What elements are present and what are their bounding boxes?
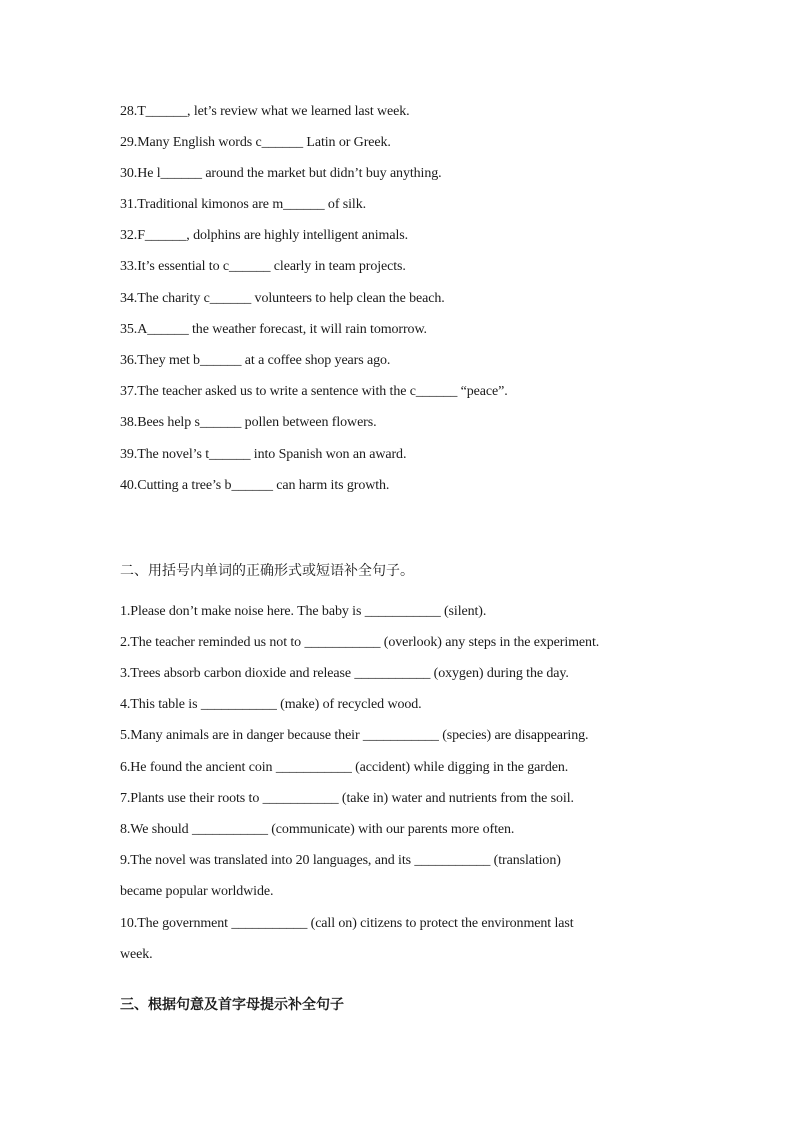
question-32: 32.F______, dolphins are highly intelligent animals.	[120, 228, 408, 243]
question-38: 38.Bees help s______ pollen between flowers.	[120, 415, 377, 430]
question-36: 36.They met b______ at a coffee shop years ago.	[120, 353, 391, 368]
question-31: 31.Traditional kimonos are m______ of silk.	[120, 197, 367, 212]
section-3-heading: 三、根据句意及首字母提示补全句子	[120, 997, 344, 1013]
question-30: 30.He l______ around the market but didn’t buy anything.	[120, 166, 442, 181]
exercise-1: 1.Please don’t make noise here. The baby is ___________ (silent).	[120, 604, 487, 619]
exercise-8: 8.We should ___________ (communicate) with our parents more often.	[120, 822, 515, 837]
exercise-6: 6.He found the ancient coin ___________ (accident) while digging in the garden.	[120, 760, 569, 775]
exercise-5: 5.Many animals are in danger because their ___________ (species) are disappearing.	[120, 728, 589, 743]
question-34: 34.The charity c______ volunteers to help clean the beach.	[120, 291, 445, 306]
exercise-4: 4.This table is ___________ (make) of recycled wood.	[120, 697, 422, 712]
exercise-9-continuation: became popular worldwide.	[120, 884, 274, 899]
exercise-3: 3.Trees absorb carbon dioxide and release ___________ (oxygen) during the day.	[120, 666, 569, 681]
question-28: 28.T______, let’s review what we learned last week.	[120, 104, 410, 119]
question-39: 39.The novel’s t______ into Spanish won an award.	[120, 447, 407, 462]
question-35: 35.A______ the weather forecast, it will rain tomorrow.	[120, 322, 427, 337]
exercise-2: 2.The teacher reminded us not to ___________ (overlook) any steps in the experiment.	[120, 635, 600, 650]
exercise-10: 10.The government ___________ (call on) citizens to protect the environment last	[120, 916, 574, 931]
exercise-7: 7.Plants use their roots to ___________ (take in) water and nutrients from the soil.	[120, 791, 574, 806]
exercise-10-continuation: week.	[120, 947, 153, 962]
section-2-heading: 二、用括号内单词的正确形式或短语补全句子。	[120, 563, 414, 579]
question-33: 33.It’s essential to c______ clearly in team projects.	[120, 259, 406, 274]
exercise-9: 9.The novel was translated into 20 languages, and its ___________ (translation)	[120, 853, 561, 868]
question-40: 40.Cutting a tree’s b______ can harm its growth.	[120, 478, 390, 493]
question-37: 37.The teacher asked us to write a sentence with the c______ “peace”.	[120, 384, 508, 399]
question-29: 29.Many English words c______ Latin or Greek.	[120, 135, 391, 150]
